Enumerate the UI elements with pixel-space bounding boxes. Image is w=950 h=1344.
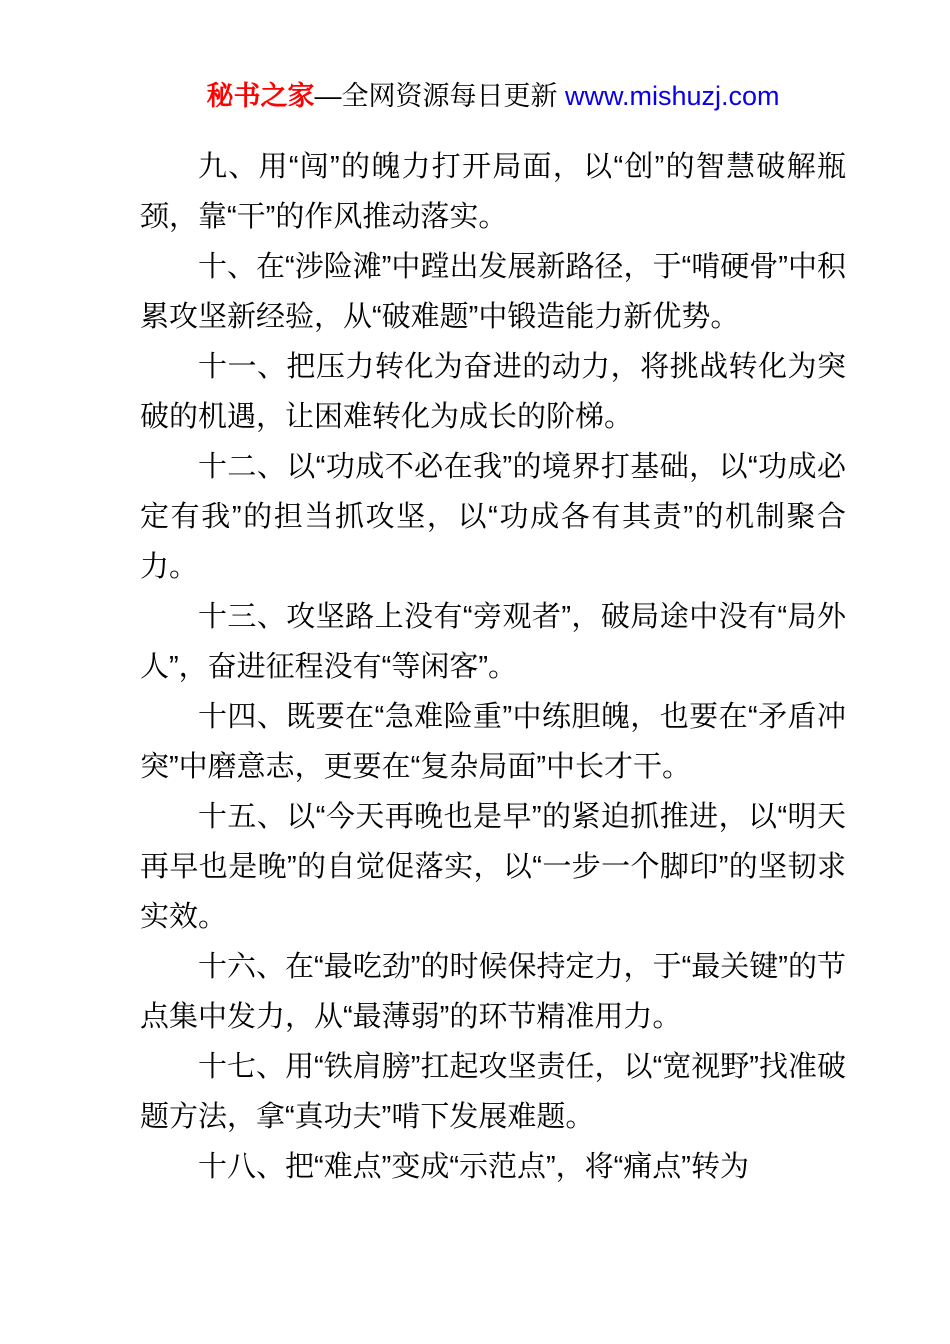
paragraph-17: 十七、用“铁肩膀”扛起攻坚责任，以“宽视野”找准破题方法，拿“真功夫”啃下发展难题。: [140, 1051, 846, 1133]
paragraph-15: 十五、以“今天再晚也是早”的紧迫抓推进，以“明天再早也是晚”的自觉促落实，以“一步一个脚印”的坚韧求实效。: [140, 801, 846, 933]
header-tagline: —全网资源每日更新: [314, 81, 565, 111]
paragraph-16: 十六、在“最吃劲”的时候保持定力，于“最关键”的节点集中发力，从“最薄弱”的环节精准用力。: [140, 951, 846, 1033]
paragraph-12: 十二、以“功成不必在我”的境界打基础，以“功成必定有我”的担当抓攻坚，以“功成各有其责”的机制聚合力。: [140, 451, 846, 583]
site-name: 秘书之家: [206, 81, 315, 111]
watermark-header: [140, 78, 846, 114]
paragraph-9: 九、用“闯”的魄力打开局面，以“创”的智慧破解瓶颈，靠“干”的作风推动落实。: [140, 151, 846, 233]
paragraph-14: 十四、既要在“急难险重”中练胆魄，也要在“矛盾冲突”中磨意志，更要在“复杂局面”中长才干。: [140, 701, 846, 783]
paragraph-10: 十、在“涉险滩”中蹚出发展新路径，于“啃硬骨”中积累攻坚新经验，从“破难题”中锻造能力新优势。: [140, 251, 846, 333]
paragraph-18: 十八、把“难点”变成“示范点”，将“痛点”转为: [198, 1151, 749, 1183]
document-body: [140, 142, 846, 1192]
paragraph-13: 十三、攻坚路上没有“旁观者”，破局途中没有“局外人”，奋进征程没有“等闲客”。: [140, 601, 846, 683]
site-url-link[interactable]: www.mishuzj.com: [564, 81, 780, 111]
paragraph-11: 十一、把压力转化为奋进的动力，将挑战转化为突破的机遇，让困难转化为成长的阶梯。: [140, 351, 846, 433]
